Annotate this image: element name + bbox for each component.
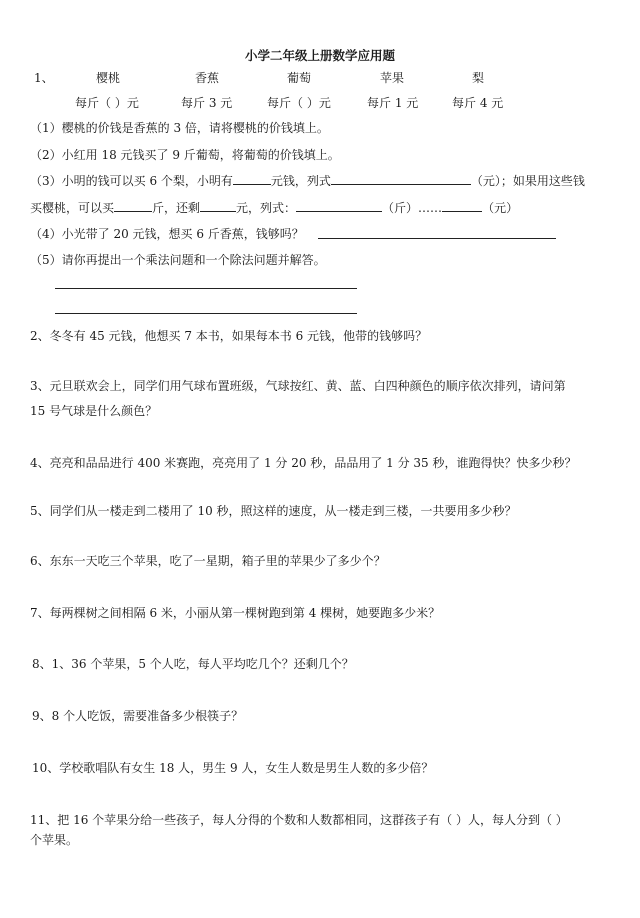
fruit-label-cherry: 樱桃	[96, 71, 121, 85]
page-title: 小学二年级上册数学应用题	[245, 48, 396, 63]
question-11-line2: 个苹果。	[30, 833, 79, 847]
question-2: 2、冬冬有 45 元钱，他想买 7 本书，如果每本书 6 元钱，他带的钱够吗？	[30, 329, 428, 343]
q1-sub3-text-b: 元钱，列式	[270, 174, 331, 188]
question-1-number: 1、	[34, 71, 54, 85]
q1-sub3-text-g: （斤）……	[382, 201, 443, 215]
blank-remainder[interactable]	[442, 199, 482, 212]
fruit-label-apple: 苹果	[380, 71, 405, 85]
q1-sub3-line2	[30, 199, 518, 216]
q1-sub3-text-f: 元，列式：	[236, 201, 297, 215]
q1-sub3-text-a: （3）小明的钱可以买 6 个梨，小明有	[30, 174, 233, 188]
q1-sub5: （5）请你再提出一个乘法问题和一个除法问题并解答。	[30, 253, 326, 267]
price-apple: 每斤 1 元	[367, 96, 419, 110]
answer-line-sub5-2[interactable]	[55, 313, 357, 314]
fruit-label-banana: 香蕉	[195, 71, 220, 85]
q1-sub3-line1	[30, 172, 585, 189]
question-6: 6、东东一天吃三个苹果，吃了一星期，箱子里的苹果少了多少个？	[30, 554, 386, 568]
answer-line-sub5-1[interactable]	[55, 288, 357, 289]
question-10: 10、学校歌唱队有女生 18 人，男生 9 人，女生人数是男生人数的多少倍？	[32, 761, 434, 775]
question-3-line2: 15 号气球是什么颜色？	[30, 404, 158, 418]
question-11-line1: 11、把 16 个苹果分给一些孩子，每人分得的个数和人数都相同，这群孩子有（ ）人，每人分到（ ）	[30, 813, 568, 827]
question-3-line1: 3、元旦联欢会上，同学们用气球布置班级，气球按红、黄、蓝、白四种颜色的顺序依次排列，请问第	[30, 379, 566, 393]
q1-sub4: （4）小光带了 20 元钱，想买 6 斤香蕉，钱够吗？	[30, 227, 304, 241]
question-9: 9、8 个人吃饭，需要准备多少根筷子？	[32, 709, 244, 723]
q1-sub1: （1）樱桃的价钱是香蕉的 3 倍，请将樱桃的价钱填上。	[30, 121, 329, 135]
blank-remain[interactable]	[200, 199, 236, 212]
q1-sub2: （2）小红用 18 元钱买了 9 斤葡萄，将葡萄的价钱填上。	[30, 148, 340, 162]
question-5: 5、同学们从一楼走到二楼用了 10 秒，照这样的速度，从一楼走到三楼，一共要用多少秒？	[30, 504, 517, 518]
answer-line-sub4[interactable]	[318, 238, 556, 239]
fruit-label-grape: 葡萄	[287, 71, 312, 85]
blank-formula-1[interactable]	[331, 172, 471, 185]
price-cherry: 每斤（ ）元	[75, 96, 139, 110]
price-grape: 每斤（ ）元	[267, 96, 331, 110]
q1-sub3-text-h: （元）	[482, 201, 519, 215]
blank-formula-2[interactable]	[296, 199, 382, 212]
price-banana: 每斤 3 元	[181, 96, 233, 110]
question-8: 8、1、36 个苹果，5 个人吃，每人平均吃几个？还剩几个？	[32, 657, 354, 671]
blank-jin[interactable]	[114, 199, 152, 212]
price-pear: 每斤 4 元	[452, 96, 504, 110]
q1-sub3-text-d: 买樱桃，可以买	[30, 201, 115, 215]
question-4: 4、亮亮和品品进行 400 米赛跑，亮亮用了 1 分 20 秒，品品用了 1 分 35 秒，谁跑得快？快多少秒？	[30, 456, 577, 470]
blank-money[interactable]	[233, 172, 271, 185]
question-7: 7、每两棵树之间相隔 6 米，小丽从第一棵树跑到第 4 棵树，她要跑多少米？	[30, 606, 441, 620]
fruit-label-pear: 梨	[472, 71, 485, 85]
q1-sub3-text-c: （元）；如果用这些钱	[470, 174, 585, 188]
q1-sub3-text-e: 斤，还剩	[152, 201, 201, 215]
